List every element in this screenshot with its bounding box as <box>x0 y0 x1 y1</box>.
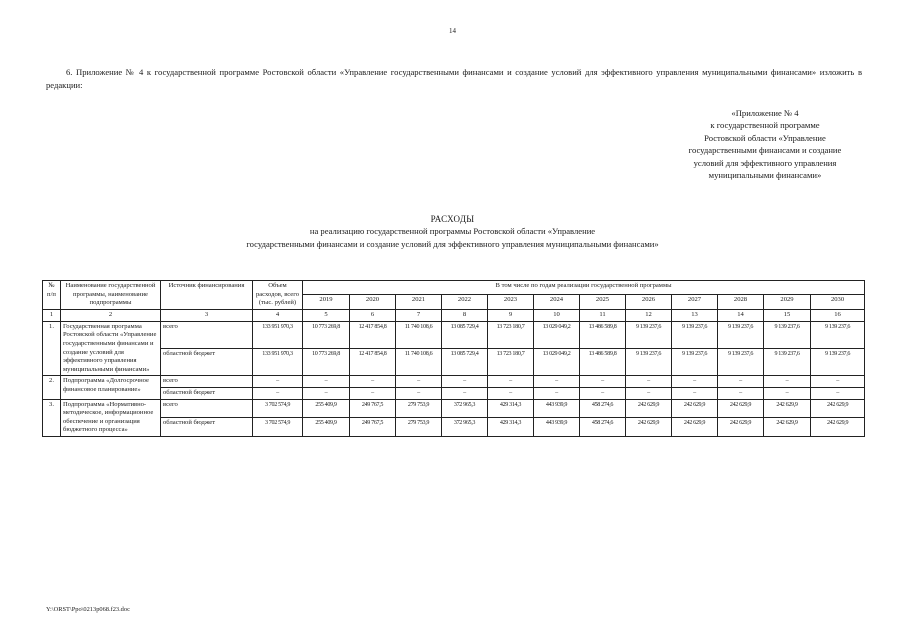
year-expense: – <box>811 376 865 388</box>
heading-line: государственными финансами и создание условий для эффективного управления муниципальными финансами» <box>246 238 659 249</box>
year-expense: 9 139 237,6 <box>626 321 672 348</box>
year-expense: 13 486 589,8 <box>580 349 626 376</box>
year-expense: 9 139 237,6 <box>811 321 865 348</box>
intro-paragraph: 6. Приложение № 4 к государственной программе Ростовской области «Управление государственными финансами и создание условий для эффективного управления муниципальными финансами» изложить в редакции: <box>46 67 862 90</box>
total-expense: – <box>253 376 303 388</box>
appendix-reference <box>655 107 875 181</box>
column-number: 13 <box>672 309 718 321</box>
appendix-line: муниципальными финансами» <box>708 170 822 181</box>
year-expense: 10 773 269,8 <box>303 349 350 376</box>
funding-source: всего <box>161 399 253 418</box>
total-expense: 3 702 574,9 <box>253 418 303 437</box>
column-numbers-row <box>43 309 865 321</box>
year-expense: 9 139 237,6 <box>672 321 718 348</box>
appendix-line: государственными финансами и создание <box>688 145 842 156</box>
year-expense: 242 629,9 <box>811 418 865 437</box>
year-expense: 458 274,6 <box>580 418 626 437</box>
column-number: 7 <box>396 309 442 321</box>
year-expense: – <box>534 387 580 399</box>
column-number: 6 <box>350 309 396 321</box>
year-expense: – <box>626 387 672 399</box>
column-number: 10 <box>534 309 580 321</box>
year-expense: 9 139 237,6 <box>626 349 672 376</box>
heading-line: на реализацию государственной программы Ростовской области «Управление <box>309 226 596 237</box>
year-expense: – <box>718 376 764 388</box>
column-number: 12 <box>626 309 672 321</box>
year-expense: 242 629,9 <box>626 399 672 418</box>
year-expense: 249 767,5 <box>350 418 396 437</box>
year-expense: – <box>580 387 626 399</box>
year-expense: 13 723 180,7 <box>488 321 534 348</box>
year-expense: 242 629,9 <box>672 399 718 418</box>
year-expense: – <box>442 387 488 399</box>
year-expense: 429 314,3 <box>488 399 534 418</box>
header-year: 2029 <box>764 295 811 309</box>
column-number: 11 <box>580 309 626 321</box>
appendix-line: «Приложение № 4 <box>731 108 799 118</box>
table-row <box>43 321 865 348</box>
year-expense: 10 773 269,8 <box>303 321 350 348</box>
column-number: 3 <box>161 309 253 321</box>
year-expense: 372 965,3 <box>442 399 488 418</box>
year-expense: – <box>488 376 534 388</box>
header-year: 2022 <box>442 295 488 309</box>
year-expense: 242 629,9 <box>672 418 718 437</box>
year-expense: 9 139 237,6 <box>718 321 764 348</box>
year-expense: 255 409,9 <box>303 399 350 418</box>
year-expense: 242 629,9 <box>811 399 865 418</box>
year-expense: 9 139 237,6 <box>764 321 811 348</box>
appendix-line: Ростовской области «Управление <box>704 132 826 143</box>
year-expense: – <box>350 376 396 388</box>
appendix-line: к государственной программе <box>710 120 820 131</box>
column-number: 8 <box>442 309 488 321</box>
header-year: 2021 <box>396 295 442 309</box>
program-name: Государственная программа Ростовской области «Управление государственными финансами и создание условий для эффективного управления муниципальными финансами» <box>61 321 161 376</box>
table-body <box>43 309 865 436</box>
column-number: 15 <box>764 309 811 321</box>
header-num: № п/п <box>43 281 61 310</box>
total-expense: 133 951 970,3 <box>253 349 303 376</box>
year-expense: 242 629,9 <box>718 399 764 418</box>
header-year: 2020 <box>350 295 396 309</box>
year-expense: 255 409,9 <box>303 418 350 437</box>
year-expense: – <box>303 387 350 399</box>
year-expense: – <box>396 387 442 399</box>
table-row <box>43 349 865 376</box>
year-expense: 242 629,9 <box>764 418 811 437</box>
program-name: Подпрограмма «Нормативно-методическое, информационное обеспечение и организация бюджетного процесса» <box>61 399 161 436</box>
year-expense: – <box>534 376 580 388</box>
year-expense: 9 139 237,6 <box>764 349 811 376</box>
table-row <box>43 376 865 388</box>
document-heading <box>0 213 905 250</box>
column-number: 2 <box>61 309 161 321</box>
year-expense: 279 753,9 <box>396 399 442 418</box>
funding-source: областной бюджет <box>161 418 253 437</box>
year-expense: – <box>442 376 488 388</box>
row-number: 2. <box>43 376 61 399</box>
year-expense: 13 029 049,2 <box>534 349 580 376</box>
header-year: 2024 <box>534 295 580 309</box>
table-row <box>43 418 865 437</box>
funding-source: областной бюджет <box>161 387 253 399</box>
year-expense: – <box>811 387 865 399</box>
header-source: Источник финансирования <box>161 281 253 310</box>
year-expense: 13 085 729,4 <box>442 349 488 376</box>
year-expense: – <box>764 387 811 399</box>
year-expense: 242 629,9 <box>718 418 764 437</box>
header-years-group: В том числе по годам реализации государственной программы <box>303 281 865 295</box>
year-expense: 9 139 237,6 <box>718 349 764 376</box>
year-expense: 279 753,9 <box>396 418 442 437</box>
year-expense: 443 939,9 <box>534 418 580 437</box>
year-expense: 443 939,9 <box>534 399 580 418</box>
column-number: 14 <box>718 309 764 321</box>
year-expense: 429 314,3 <box>488 418 534 437</box>
appendix-line: условий для эффективного управления <box>693 157 837 168</box>
total-expense: – <box>253 387 303 399</box>
year-expense: 242 629,9 <box>764 399 811 418</box>
year-expense: 9 139 237,6 <box>811 349 865 376</box>
year-expense: – <box>580 376 626 388</box>
header-year: 2027 <box>672 295 718 309</box>
row-number: 3. <box>43 399 61 436</box>
year-expense: 242 629,9 <box>626 418 672 437</box>
total-expense: 3 702 574,9 <box>253 399 303 418</box>
year-expense: 13 029 049,2 <box>534 321 580 348</box>
column-number: 9 <box>488 309 534 321</box>
year-expense: 249 767,5 <box>350 399 396 418</box>
year-expense: – <box>303 376 350 388</box>
column-number: 5 <box>303 309 350 321</box>
funding-source: областной бюджет <box>161 349 253 376</box>
header-year: 2026 <box>626 295 672 309</box>
year-expense: – <box>350 387 396 399</box>
column-number: 4 <box>253 309 303 321</box>
column-number: 1 <box>43 309 61 321</box>
header-year: 2028 <box>718 295 764 309</box>
year-expense: – <box>764 376 811 388</box>
funding-source: всего <box>161 376 253 388</box>
year-expense: 13 723 180,7 <box>488 349 534 376</box>
header-year: 2019 <box>303 295 350 309</box>
year-expense: – <box>396 376 442 388</box>
year-expense: – <box>672 387 718 399</box>
funding-source: всего <box>161 321 253 348</box>
page-number: 14 <box>449 27 456 35</box>
heading-title: РАСХОДЫ <box>430 214 475 224</box>
table-row <box>43 399 865 418</box>
row-number: 1. <box>43 321 61 376</box>
total-expense: 133 951 970,3 <box>253 321 303 348</box>
year-expense: 12 417 854,8 <box>350 349 396 376</box>
header-volume: Объем расходов, всего (тыс. рублей) <box>253 281 303 310</box>
header-year: 2025 <box>580 295 626 309</box>
year-expense: 11 740 108,6 <box>396 349 442 376</box>
header-year: 2023 <box>488 295 534 309</box>
year-expense: – <box>488 387 534 399</box>
file-path-footer: Y:\ORST\Ppo\0213p068.f23.doc <box>46 606 130 613</box>
year-expense: – <box>626 376 672 388</box>
table-row <box>43 387 865 399</box>
year-expense: 458 274,6 <box>580 399 626 418</box>
header-year: 2030 <box>811 295 865 309</box>
program-name: Подпрограмма «Долгосрочное финансовое планирование» <box>61 376 161 399</box>
header-name: Наименование государственной программы, наименование подпрограммы <box>61 281 161 310</box>
year-expense: 11 740 108,6 <box>396 321 442 348</box>
column-number: 16 <box>811 309 865 321</box>
year-expense: 372 965,3 <box>442 418 488 437</box>
year-expense: 12 417 854,8 <box>350 321 396 348</box>
year-expense: – <box>718 387 764 399</box>
year-expense: 9 139 237,6 <box>672 349 718 376</box>
year-expense: 13 486 589,8 <box>580 321 626 348</box>
year-expense: – <box>672 376 718 388</box>
expenses-table <box>42 280 865 437</box>
year-expense: 13 085 729,4 <box>442 321 488 348</box>
